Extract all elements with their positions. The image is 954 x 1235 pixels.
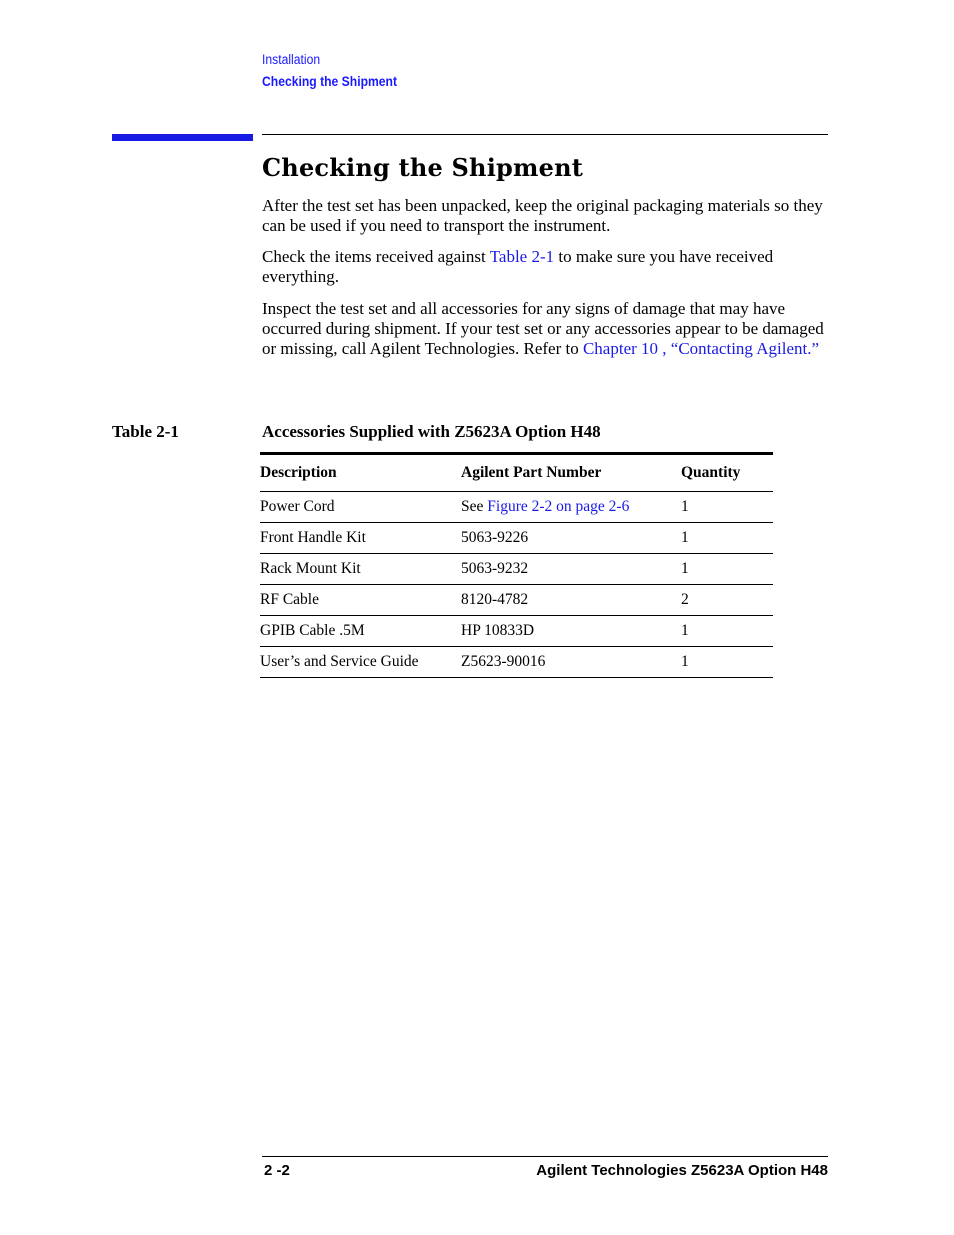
table-2-1-link[interactable]: Table 2-1 [489, 247, 555, 266]
footer-title: Agilent Technologies Z5623A Option H48 [536, 1162, 828, 1179]
column-header-part-number: Agilent Part Number [461, 464, 602, 481]
paragraph-inspect [262, 299, 832, 359]
cell-part-number: 5063-9226 [461, 529, 529, 546]
table-row [260, 554, 773, 585]
page-title: Checking the Shipment [262, 153, 584, 182]
cell-quantity: 1 [681, 653, 689, 670]
inspect-text: Inspect the test set and all accessories for any signs of damage that may have occurred during shipment. If your test set or any accessories appear to be damaged or missing, call Agilent Technologies. Refer to [262, 299, 824, 358]
cell-quantity: 2 [681, 591, 689, 608]
paragraph-check-items [262, 247, 832, 287]
cell-description: User’s and Service Guide [260, 653, 419, 670]
check-items-text-after: to make sure you have received everything. [262, 247, 774, 286]
cell-description: GPIB Cable .5M [260, 622, 365, 639]
cell-part-prefix: See [461, 498, 488, 515]
cell-quantity: 1 [681, 498, 689, 515]
cell-part-number: Z5623-90016 [461, 653, 546, 670]
cell-part-number [461, 492, 681, 523]
figure-2-2-link[interactable]: Figure 2-2 on page 2-6 [487, 498, 630, 515]
chapter-10-link[interactable]: Chapter 10 , “Contacting Agilent.” [582, 339, 820, 358]
breadcrumb-page[interactable]: Checking the Shipment [262, 74, 398, 89]
table-title: Accessories Supplied with Z5623A Option H48 [262, 422, 601, 441]
check-items-text-before: Check the items received against [262, 247, 490, 266]
header-rule [262, 134, 828, 135]
column-header-description: Description [260, 464, 337, 481]
cell-description: Front Handle Kit [260, 529, 366, 546]
paragraph-unpacking [262, 196, 832, 236]
cell-quantity: 1 [681, 529, 689, 546]
table-number: Table 2-1 [112, 422, 179, 441]
page-number: 2 -2 [264, 1162, 290, 1179]
breadcrumb-section[interactable]: Installation [262, 52, 321, 67]
cell-part-number: 8120-4782 [461, 591, 529, 608]
cell-description: Power Cord [260, 498, 335, 515]
table-row [260, 523, 773, 554]
cell-quantity: 1 [681, 560, 689, 577]
cell-description: Rack Mount Kit [260, 560, 361, 577]
table-row [260, 585, 773, 616]
table-header-row [260, 454, 773, 492]
table-row [260, 492, 773, 523]
table-row [260, 616, 773, 647]
cell-description: RF Cable [260, 591, 319, 608]
paragraph-unpacking-text: After the test set has been unpacked, keep the original packaging materials so they can be used if you need to transport the instrument. [262, 196, 823, 235]
accessories-table [260, 452, 773, 678]
cell-part-number: 5063-9232 [461, 560, 529, 577]
column-header-quantity: Quantity [681, 464, 741, 481]
table-row [260, 647, 773, 678]
cell-quantity: 1 [681, 622, 689, 639]
cell-part-number: HP 10833D [461, 622, 535, 639]
section-accent-bar [112, 134, 253, 141]
footer-rule [262, 1156, 828, 1157]
